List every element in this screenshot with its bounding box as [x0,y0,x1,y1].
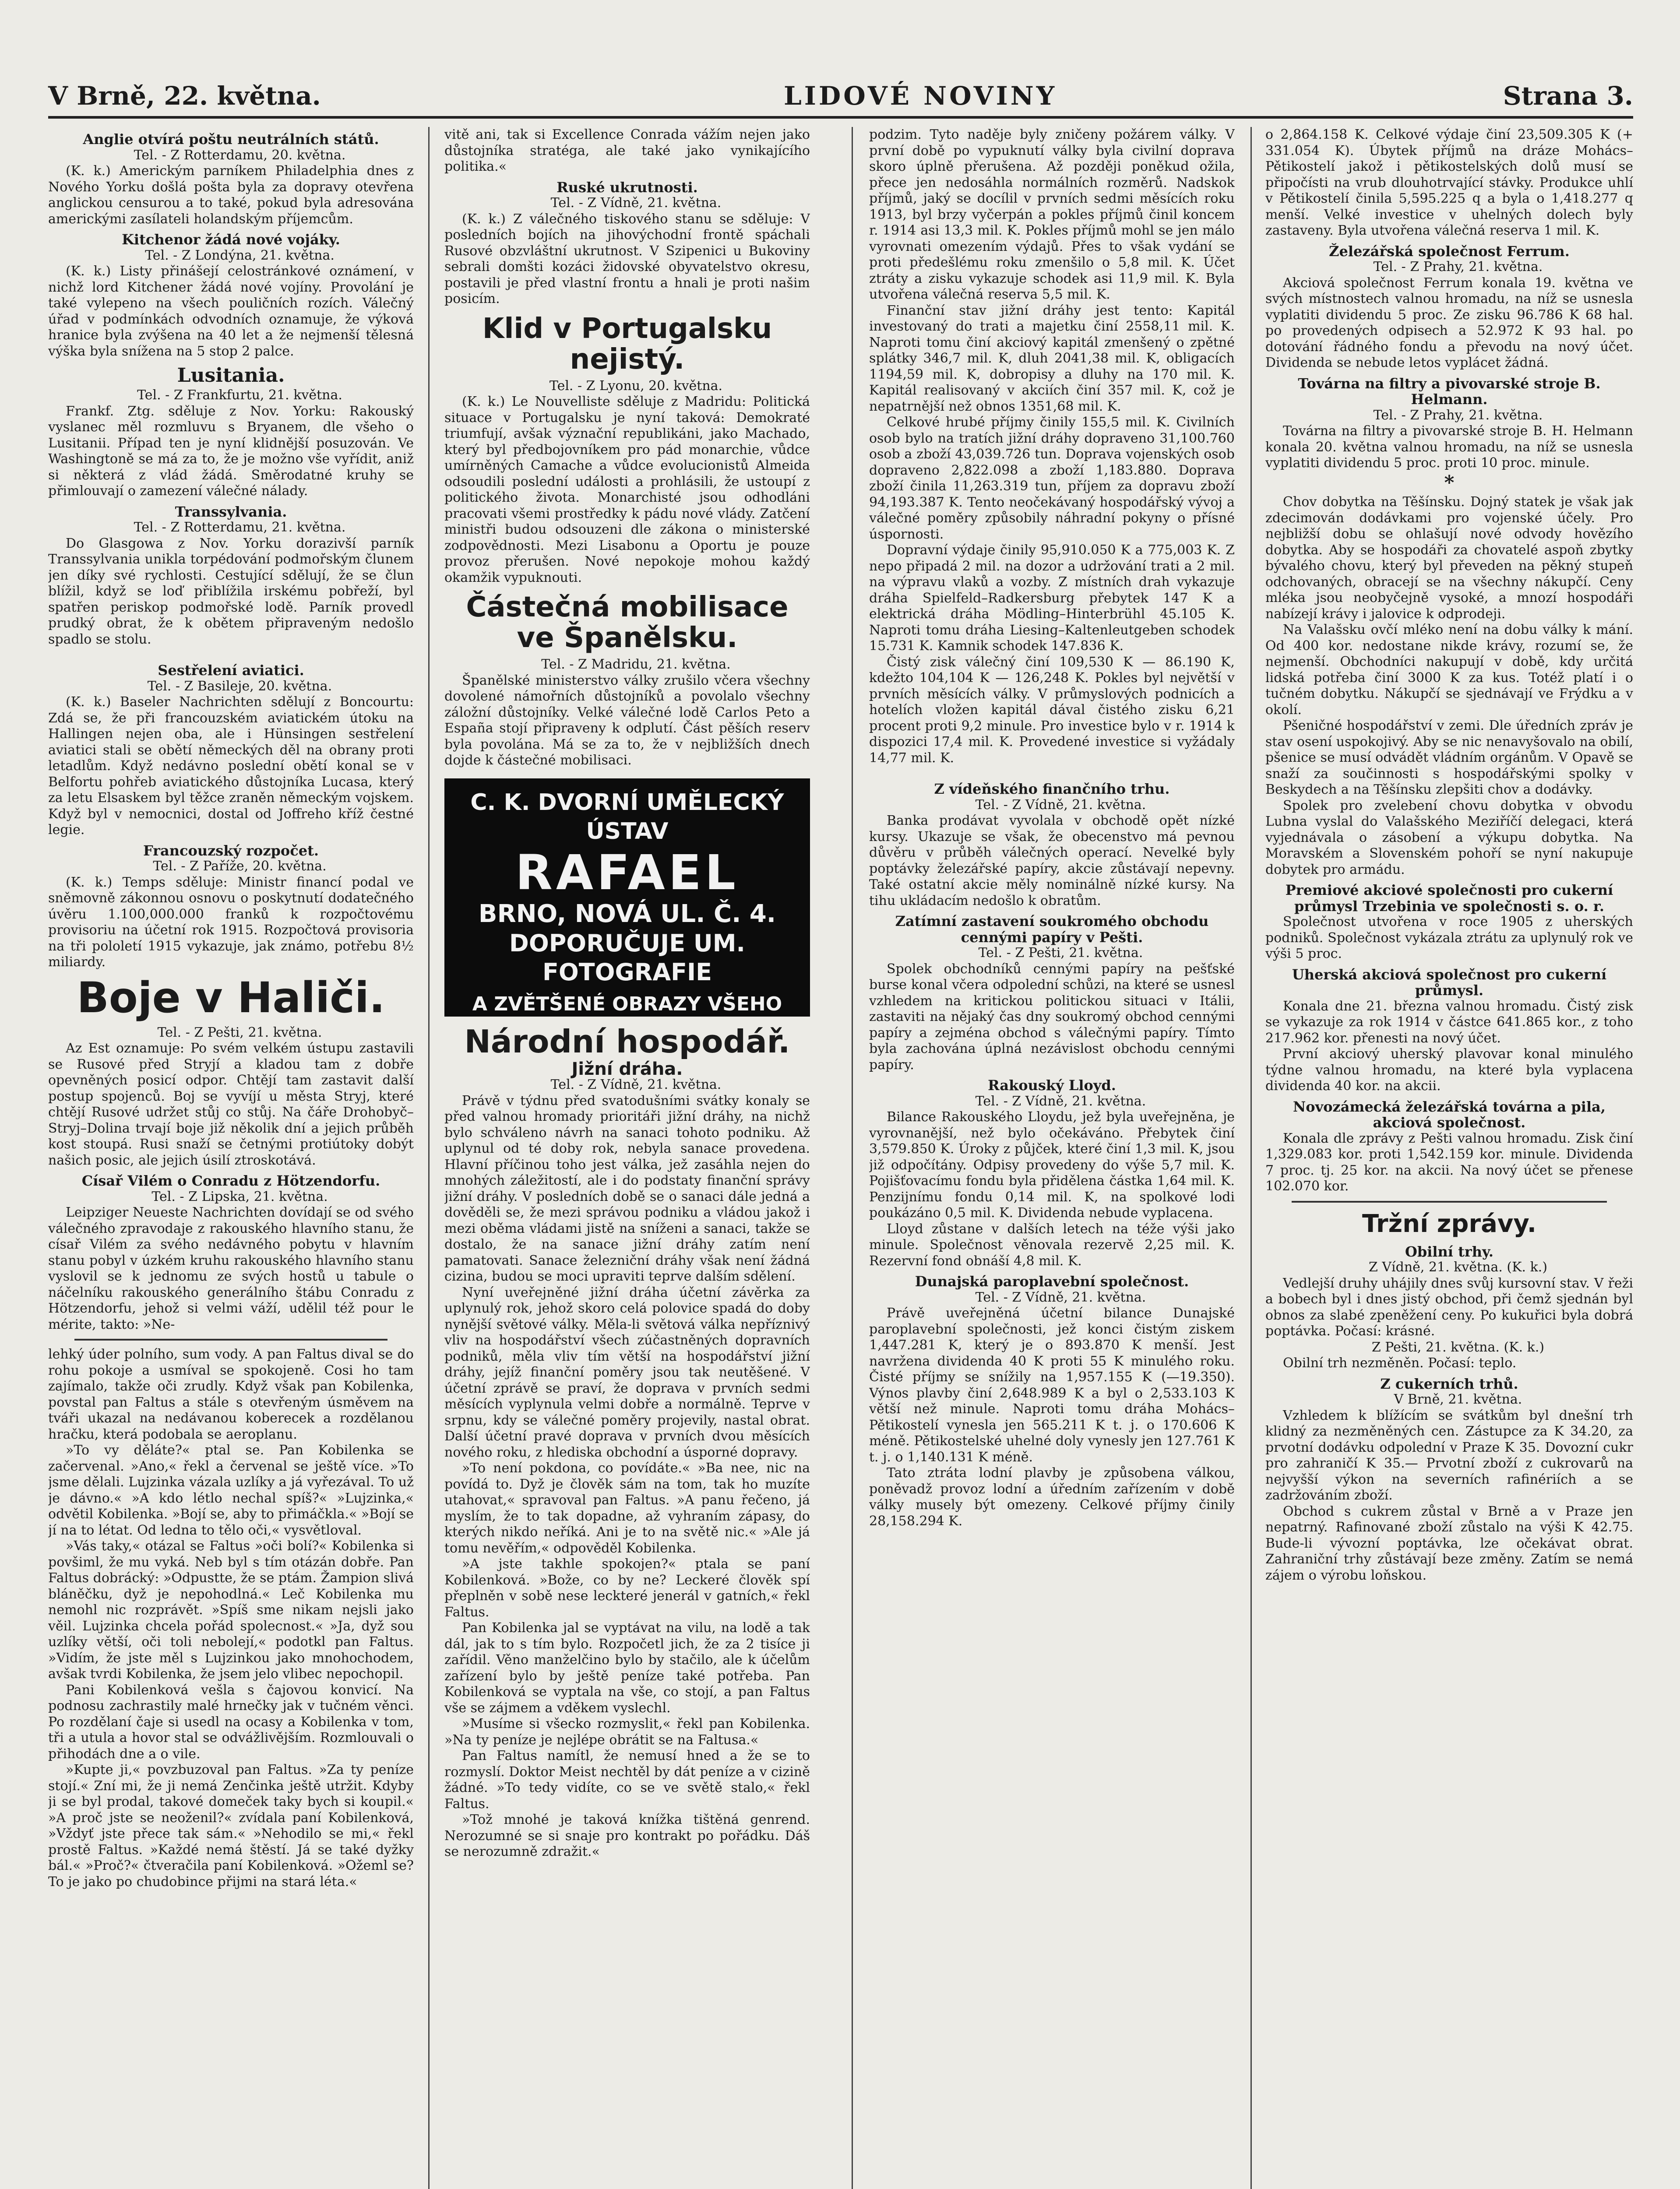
article-heading: Ruské ukrutnosti. [556,179,698,196]
feuilleton-text: »Tož mnohé je taková knížka tištěná genrend. Nerozumné se si snaje pro kontrakt po pořádku. Dáš se nerozumně zdražit.« [444,1812,810,1859]
article-text: Do Glasgowa z Nov. Yorku dorazivší parník Transsylvania unikla torpédování podmořským člunem jen díky své rychlosti. Cestující sdělují, že se člun blížil, když se loď přiblížila irskému pobřeží, byl spatřen periskop podmořské lodě. Parník provedl prudký obrat, že k obětem připraveným nedošlo spadlo se stolu. [48,535,414,647]
article-text: Nyní uveřejněné jižní dráha účetní závěrka za uplynulý rok, jehož skoro celá polovice spadá do doby nynější světové války. Měla-li světová válka nepříznivý vliv na hospodářství všech zúčastněných dopravních podniků, měla vliv tím větší na hospodářství jižní dráhy, jejíž finanční poměry jsou tak neutěšené. V účetní zprávě se praví, že doprava v prvních sedmi měsících vyplynula velmi dobře a normálně. Teprve v srpnu, kdy se válečné poměry projevily, nastal obrat. Další účetní pravé doprava v prvních dvou měsících nového roku, z hlediska obchodní a úsporné dopravy. [444,1285,810,1460]
dateline: Tel. - Z Prahy, 21. května. [1373,259,1543,275]
article-heading: Lusitania. [177,364,285,387]
article-text: Konala dne 21. března valnou hromadu. Čistý zisk se vykazuje za rok 1914 v částce 641.865 kor., z toho 217.962 kor. přenesti na nový účet. [1265,998,1633,1046]
advertisement-rafael [444,778,810,1017]
article-heading: Anglie otvírá poštu neutrálních států. [83,131,379,148]
article-text: podzim. Tyto naděje byly zničeny požárem války. V první době po vypuknutí války byla civilní doprava skoro úplně přerušena. Až později poněkud ožila, přece jen nedosáhla normálních rozměrů. Nadskok příjmů, jaký se docílil v prvních sedmi měsících roku 1913, byl brzy vyčerpán a pokles příjmů činil koncem r. 1914 asi 13,3 mil. K. Pokles příjmů mohl se jen málo vyrovnati omezením výdajů. Přes to však vydání se proti předešlému roku zmenšilo o 5,8 mil. K. Účet ztráty a zisku vykazuje schodek asi 11,9 mil. K. Byla utvořena válečná reserva 5,5 mil. K. [869,127,1235,302]
article-text: (K. k.) Z válečného tiskového stanu se sděluje: V posledních bojích na jihovýchodní frontě spáchali Rusové obzvláštní ukrutnost. V Szipenici u Bukoviny sebrali domšti kozáci židovské obyvatelstvo okresu, postavili je před vlastní frontu a hnali je proti našim posicím. [444,211,810,306]
article-text: Dopravní výdaje činily 95,910.050 K a 775,003 K. Z nepo připadá 2 mil. na dozor a udržování trati a 2 mil. na výpravu vlaků a vozby. Z místních drah vykazuje dráha Spielfeld–Radkersburg přebytek 147 K a elektrická dráha Mödling–Hinterbrühl 45.105 K. Naproti tomu dráha Liesing–Kaltenleutgeben schodek 15.731 K. Kamnik schodek 147.836 K. [869,542,1235,654]
article-text: (K. k.) Temps sděluje: Ministr financí podal ve sněmovně zákonnou osnovu o poskytnutí dodatečného úvěru 1.100,000.000 franků k rozpočtovému provisoriu na účetní rok 1915. Rozpočtová provisoria na tři pololetí 1915 vykazuje, jak známo, potřebu 8½ miliardy. [48,874,414,970]
article-text: (K. k.) Listy přinášejí celostránkové oznámení, v nichž lord Kitchener žádá nové vojíny. Provolání je také vylepeno na všech pouličních rozích. Válečný úřad v podmínkách odvodních oznamuje, že výková hranice byla zvýšena na 40 let a že nejmenší tělesná výška byla snížena na 5 stop 2 palce. [48,264,414,359]
article-text: Vedlejší druhy uhájily dnes svůj kursovní stav. V řeži a bobech byl i dnes jistý obchod, při čemž sjednán byl obnos za slabé zpeněžení ceny. Po kukuřici byla dobrá poptávka. Počasí: krásné. [1265,1275,1633,1339]
section-separator: * [1444,471,1455,494]
issue-date: V Brně, 22. května. [48,81,321,111]
dateline: Tel. - Z Vídně, 21. května. [975,797,1146,813]
article-text: o 2,864.158 K. Celkové výdaje činí 23,509.305 K (+ 331.054 K). Úbytek příjmů na dráze Mohács–Pětikostelí jakož i pětikostelských dolů musí se připočísti na vrub dlouhotrvající stávky. Produkce uhlí v Pětikostelí činila 5,595.225 q a byla o 1,418.277 q menší. Velké investice v uhelných dolech byly zastaveny. Byla utvořena válečná reserva 1 mil. K. [1265,127,1633,238]
article-text: Celkové hrubé příjmy činily 155,5 mil. K. Civilních osob bylo na tratích jižní dráhy dopraveno 31,100.760 osob a zboží 43,039.726 tun. Doprava vojenských osob dopraveno 2,822.098 a zboží 1,183.880. Doprava zboží činila 11,263.319 tun, příjem za dopravu zboží 94,193.387 K. Tento neočekávaný hospodářský vývoj a válečné poměry způsobily náhradní pokyny o přísné úspornosti. [869,415,1235,542]
article-text: Spolek pro zvelebení chovu dobytka v obvodu Lubna vyslal do Valašského Meziříčí delegaci, která vyjednávala o zásobení a výkupu dobytka. Na Moravském a Slovenském pohoří se nyní nakupuje dobytek pro armádu. [1265,798,1633,877]
masthead [48,81,1633,119]
column-4 [1265,127,1633,2189]
article-text: vitě ani, tak si Excellence Conrada vážím nejen jako důstojníka stratéga, ale také jako vynikajícího politika.« [444,127,810,174]
section-rule [74,1339,387,1341]
article-text: Španělské ministerstvo války zrušilo včera všechny dovolené námořních důstojníků a povolalo všechny záložní důstojníky. Velké válečné lodě Carlos Peto a España stojí připraveny k odplutí. Část pěších reserv byla povolána. Má se za to, že v nejbližších dnech dojde k částečné mobilisaci. [444,672,810,768]
dateline: Tel. - Z Pešti, 21. května. [978,945,1143,961]
ad-brand: RAFAEL [515,844,739,901]
article-text: Spolek obchodníků cennými papíry na pešťské burse konal včera odpolední schůzi, na které se usnesl vzhledem na kritickou politickou situaci v Itálii, zastaviti na nějaký čas dny soukromý obchod cennými papíry a zejména obchod s válečnými papíry. Tímto byla zachována úplná nezávislost obchodu cennými papíry. [869,961,1235,1073]
article-text: Právě v týdnu před svatodušními svátky konaly se před valnou hromady prioritáři jižní dráhy, na nichž bylo schváleno návrh na sanaci tohoto podniku. Až uplynul od té doby rok, nebyla sanace provedena. Hlavní příčinou toho jest válka, jež zasáhla nejen do mnohých záležitostí, ale i do podstaty finanční správy jižní dráhy. V posledních době se o sanaci dále jedná a dověděli se, že mezi správou podniku a vládou jakož i mezi oběma vládami jistě na sníženi a sanaci, takže se dostalo, že na sanace jižní dráhy zatím není pamatovati. Sanace železniční dráhy však není žádná cizina, budou se moci upraviti teprve dalším sdělení. [444,1093,810,1284]
article-heading: Rakouský Lloyd. [988,1077,1116,1094]
article-text: Tato ztráta lodní plavby je způsobena válkou, poněvadž provoz lodní a úředním zařízením v době války musely být omezeny. Celkové příjmy činily 28,158.294 K. [869,1465,1235,1529]
article-heading: Sestřelení aviatici. [158,662,304,679]
article-text: Banka prodávat vyvolala v obchodě opět nízké kursy. Ukazuje se však, že obecenstvo má pevnou důvěru v průběh válečných operací. Nevelké byly poptávky železářské papíry, akcie zůstávají nepevny. Také ostatní akcie měly nominálně nízké kursy. Na tihu ukládacím nedošlo k obratům. [869,813,1235,908]
column-2 [444,127,810,2189]
article-text: Obilní trh nezměněn. Počasí: teplo. [1283,1355,1517,1371]
feuilleton-text: »To vy děláte?« ptal se. Pan Kobilenka se začervenal. »Ano,« řekl a červenal se ještě více. »To jsme dělali. Lujzinka vázala uzlíky a já vyřezával. To už je dávno.« »A kdo létlo nechal spíš?« »Lujzinka,« odvětil Kobilenka. »Bojí se, aby to přimáčkla.« »Bojí se jí na to létat. Od ledna to tělo oči,« vysvětloval. [48,1443,414,1538]
column-3 [869,127,1235,2189]
column-divider [1250,127,1252,2189]
article-text: Bilance Rakouského Lloydu, jež byla uveřejněna, je vyrovnanější, než bylo očekáváno. Přebytek činí 3,579.850 K. Úroky z půjček, které činí 1,3 mil. K, jsou již odpočítány. Odpisy provedeny do výše 5,7 mil. K. Pojišťovacímu fondu byla přidělena částka 1,64 mil. K. Penzijnímu fondu 0,14 mil. K, na spolkové lodi poukázáno 0,5 mil. K. Dividenda nebude vyplacena. [869,1109,1235,1221]
dateline: Tel. - Z Vídně, 21. května. [975,1289,1146,1305]
dateline: Tel. - Z Pešti, 21. května. [157,1024,322,1040]
article-heading: Jižní dráha. [571,1059,683,1079]
dateline: Tel. - Z Londýna, 21. května. [145,247,335,263]
article-text: Vzhledem k blížícím se svátkům byl dnešní trh klidný za nezměněných cen. Zástupce za K 34.20, za prvotní dodávku odpolední v Praze K 35. Dovozní cukr pro zahraničí K 35.— Prvotní zboží z cukrovarů na nejvyšší výkon na severních rafinériích a se zadržováním zboží. [1265,1408,1633,1503]
section-title-narodni-hospodar: Národní hospodář. [464,1023,790,1060]
ad-line: C. K. DVORNÍ UMĚLECKÝ ÚSTAV [470,789,784,845]
article-text: První akciový uherský plavovar konal minulého týdne valnou hromadu, na které byla vyplacena dividenda 40 kor. na akcii. [1265,1046,1633,1094]
article-text: Leipziger Neueste Nachrichten dovídají se od svého válečného zpravodaje z rakouského hlavního stanu, že císař Vilém za svého nedávného pobytu v hlavním stanu pobyl v úzkém kruhu rakouského hlavního stanu vyslovil se k jednomu ze svých hostů u tabule o náčelníku rakouského generálního štábu Conradu z Hötzendorfu, jehož si velmi váží, udělil též pour le mérite, takto: »Ne- [48,1205,414,1332]
article-text: Pšeničné hospodářství v zemi. Dle úředních zpráv je stav osení uspokojivý. Aby se nic nenavyšovalo na obilí, pšenice se musí odvádět vládním orgánům. V Opavě se snaží za součinnosti s hospodářskými spolky v Beskydech a na Těšínsku zlepšiti chov a dodávky. [1265,718,1633,797]
dateline: Tel. - Z Madridu, 21. května. [541,657,731,672]
ad-line: A ZVĚTŠENÉ OBRAZY VŠEHO [472,992,782,1015]
article-heading: Transsylvania. [175,503,287,520]
feuilleton-text: Pan Faltus namítl, že nemusí hned a že se to rozmyslí. Doktor Meist nechtěl by dát peníze a v cizině žádné. »To tedy vidíte, co se ve světě stalo,« řekl Faltus. [444,1748,810,1812]
article-text: Akciová společnost Ferrum konala 19. května ve svých místnostech valnou hromadu, na níž se usnesla vyplatiti dividendu 5 proc. Ze zisku 96.786 K 68 hal. po provedených odpisech a 52.972 K 93 hal. po dotování řádného fondu a převodu na nový účet. Dividenda se nebude letos vyplácet žádná. [1265,275,1633,370]
article-heading: Uherská akciová společnost pro cukerní průmysl. [1292,966,1607,999]
dateline: Tel. - Z Paříže, 20. května. [153,859,327,874]
article-heading: Císař Vilém o Conradu z Hötzendorfu. [81,1172,380,1189]
dateline: Tel. - Z Prahy, 21. května. [1373,407,1543,423]
dateline: Tel. - Z Rotterdamu, 20. května. [134,147,346,163]
article-heading: Premiové akciové společnosti pro cukerní průmysl Trzebinia ve společnosti s. o. r. [1285,882,1613,915]
dateline: Tel. - Z Vídně, 21. května. [550,195,722,211]
feuilleton-text: »Vás taky,« otázal se Faltus »oči bolí?« Kobilenka si povšiml, že mu vyká. Neb byl s tím otázán dobře. Pan Faltus dobrácký: »Odpustte, že se ptám. Žampion slivá bláněčku, dyž je nepohodlná.« Leč Kobilenka mu nemohl nic rozprávět. »Spíš sme nikam nejsli jako věil. Lujzinka chcela pořád spolecnost.« »Ja, dyž sou uzlíky větší, oči toli nebolejí,« podotkl pan Faltus. »Vidím, že jste měl s Lujzinkou jako mnohochodem, avšak tvrdi Kobilenka, že jsem jelo vlibec nepochopil. [48,1538,414,1682]
ad-line: DOPORUČUJE UM. FOTOGRAFIE [509,929,745,986]
article-text: Az Est oznamuje: Po svém velkém ústupu zastavili se Rusové před Stryjí a kladou tam z dobře opevněných posicí odpor. Chtějí tam zastavit další postup spojenců. Boj se vyvíjí u města Stryj, které chtějí Rusové udržet stůj co stůj. Na čáře Drohobyč–Stryj–Dolina trvají boje již několik dní a jejich průběh kost stoupá. Rusi snaží se četnými protiútoky dobýt našich posic, ale jejich úsilí ztroskotává. [48,1041,414,1168]
column-divider [852,127,853,2189]
column-divider [428,127,430,2189]
page-number: Strana 3. [1503,81,1633,111]
article-heading: Zatímní zastavení soukromého obchodu cennými papíry v Pešti. [895,913,1209,946]
article-text: Čistý zisk válečný činí 109,530 K — 86.190 K, kdežto 104,104 K — 126,248 K. Pokles byl největší v prvních měsících války. V průmyslových podnicích a hotelích vložen kapitál dával čistého zisku 6,21 procent proti 9,2 minule. Pro investice bylo v r. 1914 k dispozici 17,4 mil. K. Provedené investice si vyžádaly 14,77 mil. K. [869,654,1235,766]
article-heading: Z vídeňského finančního trhu. [934,781,1170,797]
headline-klid-v-portugalsku: Klid v Portugalsku nejistý. [482,312,772,376]
article-heading: Továrna na filtry a pivovarské stroje B. Helmann. [1298,375,1601,408]
article-heading: Obilní trhy. [1405,1243,1494,1260]
feuilleton-text: Pan Kobilenka jal se vyptávat na vilu, na lodě a tak dál, jak to s tím bylo. Rozpočetl jich, že za 2 tisíce ji zařídil. Věno manželčino bylo by stačilo, ale k účelům zařízení bylo by ještě peníze také potřeba. Pan Kobilenková se vyptala na vše, co stojí, a pan Faltus vše se zájmem a vděkem vyslechl. [444,1620,810,1716]
section-title-trzni-zpravy: Tržní zprávy. [1362,1209,1537,1238]
article-text: Chov dobytka na Těšínsku. Dojný statek je však jak zdecimován dodávkami pro vojenské účely. Pro nejbližší dobu se ohlašují nové odvody hovězího dobytka. Aby se hospodáři za chovatelé aspoň zbytky bývalého chovu, který byl převeden na pěkný stupeň odchovaných, obracejí se na všechny nákupčí. Ceny mléka jsou neobyčejně vysoké, a mnozí hospodáři nabízejí krávy i jalovice k odprodeji. [1265,494,1633,622]
dateline: Tel. - Z Lyonu, 20. května. [549,378,723,394]
dateline: Tel. - Z Basileje, 20. května. [147,678,332,694]
dateline: Z Vídně, 21. května. (K. k.) [1368,1260,1548,1275]
article-heading: Dunajská paroplavební společnost. [915,1273,1189,1290]
article-heading: Kitchenor žádá nové vojáky. [122,231,340,248]
article-heading: Železářská společnost Ferrum. [1329,243,1570,260]
article-text: Lloyd zůstane v dalších letech na téže výši jako minule. Společnost věnovala rezervě 2,25 mil. K. Rezervní fond obnáší 4,8 mil. K. [869,1221,1235,1269]
article-heading: Z cukerních trhů. [1380,1375,1518,1392]
dateline: Tel. - Z Rotterdamu, 21. května. [134,520,346,535]
dateline: V Brně, 21. května. [1394,1392,1522,1407]
article-text: Frankf. Ztg. sděluje z Nov. Yorku: Rakouský vyslanec měl rozmluvu s Bryanem, dle všeho o Lusitanii. Případ ten je nyní klidnější posuzován. Ve Washingtoně se má za to, že je možno vše vyřídit, aniž si některá z vlád žádá. Směrodatné kruhy se přimlouvají o zamezení válečné nálady. [48,403,414,499]
dateline: Tel. - Z Vídně, 21. května. [550,1077,722,1092]
feuilleton-text: »To není pokdona, co povídáte.« »Ba nee, nic na povídá to. Dyž je člověk sám na tom, tak ho muzíte utahovat,« spravoval pan Faltus. »A panu řečeno, já myslím, že to tak dopadne, až vyhraním zápasy, do kterých nikdo neříká. Ani je to na světě nic.« »Ale já tomu nevěřím,« odpověděl Kobilenka. [444,1461,810,1556]
article-text: (K. k.) Le Nouvelliste sděluje z Madridu: Politická situace v Portugalsku je nyní taková: Demokraté triumfují, avšak význační republikáni, jako Machado, který byl předbojovníkem pro pád monarchie, vůdce umírněných Camache a vůdce evolucionistů Almeida odsoudili poslední události a prohlásili, že ustoupí z politického života. Monarchisté jsou odhodláni pracovati všemi prostředky k pádu nové vlády. Zatčení ministři budou odsouzeni dle zákona o ministerské zodpovědnosti. Mezi Lisabonu a Oportu je pouze provoz přerušen. Nové nepokoje mohou každý okamžik vypuknouti. [444,394,810,585]
article-heading: Francouzský rozpočet. [143,842,319,859]
article-text: Továrna na filtry a pivovarské stroje B. H. Helmann konala 20. května valnou hromadu, na níž se usnesla vyplatiti dividendu 5 proc. proti 10 proc. minule. [1265,423,1633,471]
section-rule [1292,1201,1607,1203]
article-text: Právě uveřejněná účetní bilance Dunajské paroplavební společnosti, jež konci čistým ziskem 1,447.281 K, který je o 893.870 K menší. Jest navržena dividenda 40 K proti 55 K minulého roku. Čisté příjmy se snížily na 1,957.155 K (—19.350). Výnos plavby činí 2,648.989 K a byl o 2,533.103 K větší než minule. Naproti tomu dráha Mohács–Pětikostelí vynesla jen 565.211 K t. j. o 170.606 K méně. Pětikostelské uhelné doly vynesly jen 127.761 K t. j. o 1,140.131 K méně. [869,1306,1235,1465]
feuilleton-text: Pani Kobilenková vešla s čajovou konvicí. Na podnosu zachrastily malé hrnečky jak v tučném věnci. Po rozdělaní čaje si usedl na ocasy a Kobilenka v tom, tři a utula a hovor stal se odvážlivějším. Rozmlouvali o přihodách dne a o vile. [48,1682,414,1762]
article-text: Konala dle zprávy z Pešti valnou hromadu. Zisk činí 1,329.083 kor. proti 1,542.159 kor. minule. Dividenda 7 proc. tj. 25 kor. na akcii. Na nový účet se přenese 102.070 kor. [1265,1130,1633,1194]
article-text: Obchod s cukrem zůstal v Brně a v Praze jen nepatrný. Rafinované zboží zůstalo na výši K 42.75. Bude-li vývozní poptávka, lze očekávat obrat. Zahraniční trhy zůstávají beze změny. Zatím se nemá zájem o výrobu loňskou. [1265,1503,1633,1583]
dateline: Tel. - Z Frankfurtu, 21. května. [137,387,342,403]
feuilleton-text: »Kupte ji,« povzbuzoval pan Faltus. »Za ty peníze stojí.« Zní mi, že ji nemá Zenčinka ještě utržit. Kdyby ji se byl prodal, takové domeček taky bych si koupil.« »A proč jste se neoženil?« zvídala paní Kobilenková, »Vždyť jste přece tak sám.« »Nehodilo se mi,« řekl prostě Faltus. »Každé nemá štěstí. Já se také dyžky bál.« »Proč?« čtveračila paní Kobilenková. »Ožeml se? To je jako po chudobince přijmi na stará léta.« [48,1762,414,1890]
article-text: Finanční stav jižní dráhy jest tento: Kapitál investovaný do trati a majetku činí 2558,11 mil. K. Naproti tomu činí akciový kapitál zmenšený o zpětné splátky 346,7 mil. K, dluh 2041,38 mil. K, obligacích 1194,59 mil. K, dobropisy a dluhy na 170 mil. K. Kapitál realisovaný v akciích činí 357 mil. K, což je nepatrnější než obnos 1351,68 mil. K. [869,303,1235,414]
ad-address: BRNO, NOVÁ UL. Č. 4. [478,899,776,928]
article-text: Na Valašsku ovčí mléko není na dobu války k mání. Od 400 kor. nedostane nikde krávy, rozumí se, že nejmenší. Obchodníci nakupují v době, kdy určitá lidská potřeba činí 3000 K za kus. Totéž platí i o tučném dobytku. Nákupčí se sjednávají ve Frýdku a v okolí. [1265,622,1633,718]
dateline: Tel. - Z Vídně, 21. května. [975,1093,1146,1109]
feuilleton-text: »Musíme si všecko rozmyslit,« řekl pan Kobilenka. »Na ty peníze je nejlépe obrátit se na Faltusa.« [444,1716,810,1748]
article-text: Společnost utvořena v roce 1905 z uherských podniků. Společnost vykázala ztrátu za uplynulý rok ve výši 5 proc. [1265,914,1633,961]
column-1 [48,127,414,2189]
article-heading: Novozámecká železářská továrna a pila, akciová společnost. [1293,1098,1606,1131]
feuilleton-text: »A jste takhle spokojen?« ptala se paní Kobilenková. »Bože, co by ne? Leckeré člověk spí přeplněn v sobě nese leckteré jenerál v gatních,« řekl Faltus. [444,1556,810,1620]
headline-mobilisace: Částečná mobilisace ve Španělsku. [466,591,789,654]
headline-boje-v-halici: Boje v Haliči. [77,973,385,1022]
dateline: Z Pešti, 21. května. (K. k.) [1371,1339,1545,1355]
newspaper-title: LIDOVÉ NOVINY [784,81,1057,111]
dateline: Tel. - Z Lipska, 21. května. [151,1189,328,1204]
feuilleton-text: lehký úder polního, sum vody. A pan Faltus dival se do rohu pokoje a usmíval se spokojeně. Cosi ho tam zajímalo, takže oči zrudly. Když však pan Kobilenka, povstal pan Faltus a stále s otevřeným úsměvem na tváři ukazal na nedávanou koberecek a rozdělanou hračku, která podobala se aeroplanu. [48,1347,414,1442]
article-text: (K. k.) Americkým parníkem Philadelphia dnes z Nového Yorku došlá pošta byla za dopravy otevřena anglickou censurou a to také, pokud byla adresována americkými zasílateli holandským příjemcům. [48,163,414,227]
article-text: (K. k.) Baseler Nachrichten sdělují z Boncourtu: Zdá se, že při francouzském aviatickém útoku na Hallingen nejen oba, ale i Hünsingen sestřelení aviatici stali se obětí německých děl na obrany proti letadlům. Když nedávno poslední obětí konal se v Belfortu pohřeb aviatického důstojníka Lucasa, který za letu Elsaskem byl těžce zraněn německým vojskem. Když byl v nemocnici, dostal od Joffreho kříž čestné legie. [48,694,414,838]
